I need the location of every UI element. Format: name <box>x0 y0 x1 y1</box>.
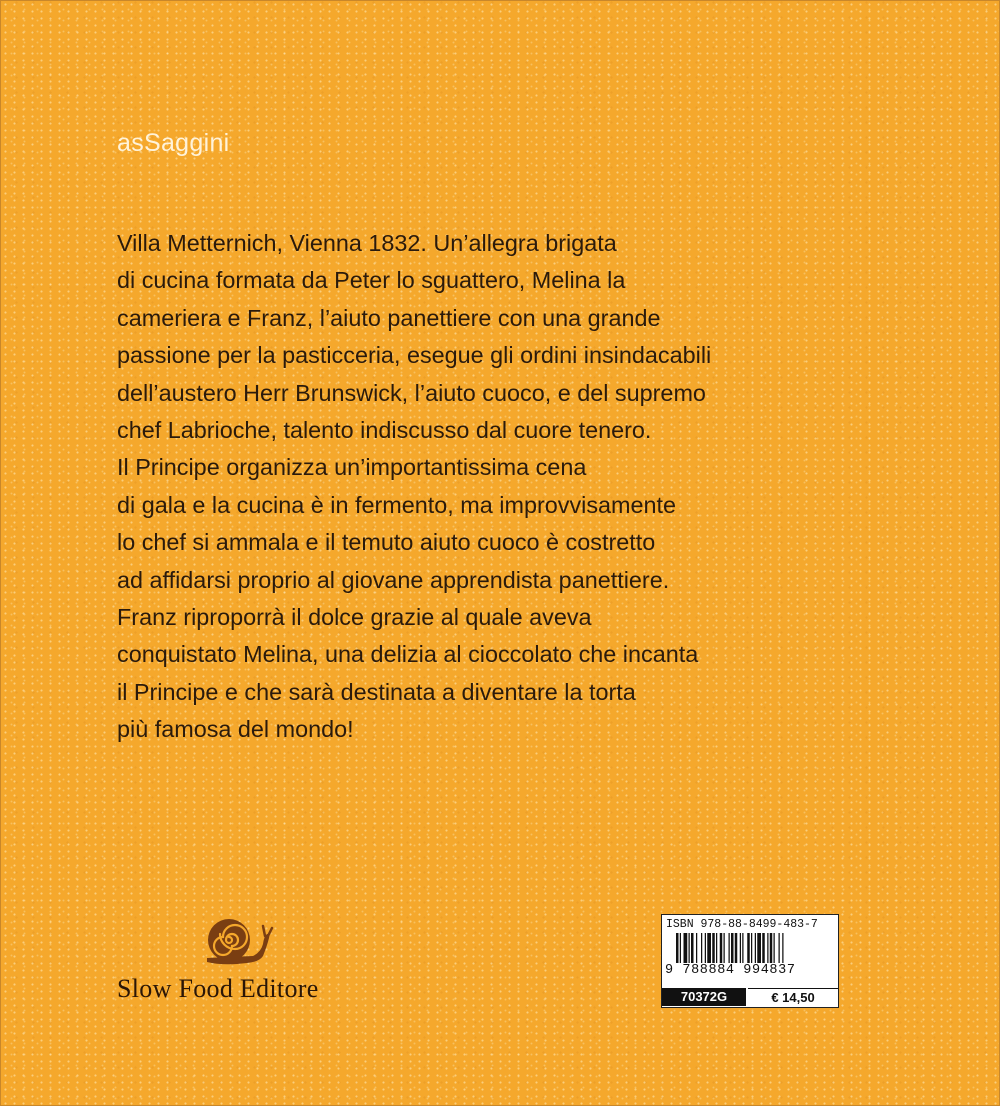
publisher-logo <box>117 916 367 1011</box>
product-code: 70372G <box>662 988 746 1006</box>
blurb-line: conquistato Melina, una delizia al cioccolato che incanta <box>117 641 699 668</box>
barcode-label <box>661 914 839 1008</box>
blurb-line: lo chef si ammala e il temuto aiuto cuoco è costretto <box>117 529 656 556</box>
blurb-line: Franz riproporrà il dolce grazie al quale aveva <box>117 604 592 631</box>
blurb-text <box>117 225 817 749</box>
blurb-line: Il Principe organizza un’importantissima cena <box>117 454 587 481</box>
blurb-line: chef Labrioche, talento indiscusso dal cuore tenero. <box>117 417 652 444</box>
snail-icon <box>203 916 275 968</box>
blurb-line: il Principe e che sarà destinata a diventare la torta <box>117 678 636 705</box>
blurb-line: passione per la pasticceria, esegue gli ordini insindacabili <box>117 342 712 369</box>
blurb-line: cameriera e Franz, l’aiuto panettiere con una grande <box>117 304 661 331</box>
blurb-line: di cucina formata da Peter lo sguattero, Melina la <box>117 267 626 294</box>
blurb-line: di gala e la cucina è in fermento, ma improvvisamente <box>117 491 677 518</box>
series-title: asSaggini <box>117 129 230 157</box>
publisher-name: Slow Food Editore <box>117 974 319 1003</box>
blurb-line: più famosa del mondo! <box>117 716 354 743</box>
blurb-line: dell’austero Herr Brunswick, l’aiuto cuoco, e del supremo <box>117 379 706 406</box>
ean-digits: 9 788884 994837 <box>665 963 796 978</box>
price: € 14,50 <box>748 988 838 1006</box>
blurb-line: ad affidarsi proprio al giovane apprendista panettiere. <box>117 566 670 593</box>
blurb-line: Villa Metternich, Vienna 1832. Un’allegra brigata <box>117 230 617 256</box>
isbn-text: ISBN 978-88-8499-483-7 <box>666 918 818 931</box>
